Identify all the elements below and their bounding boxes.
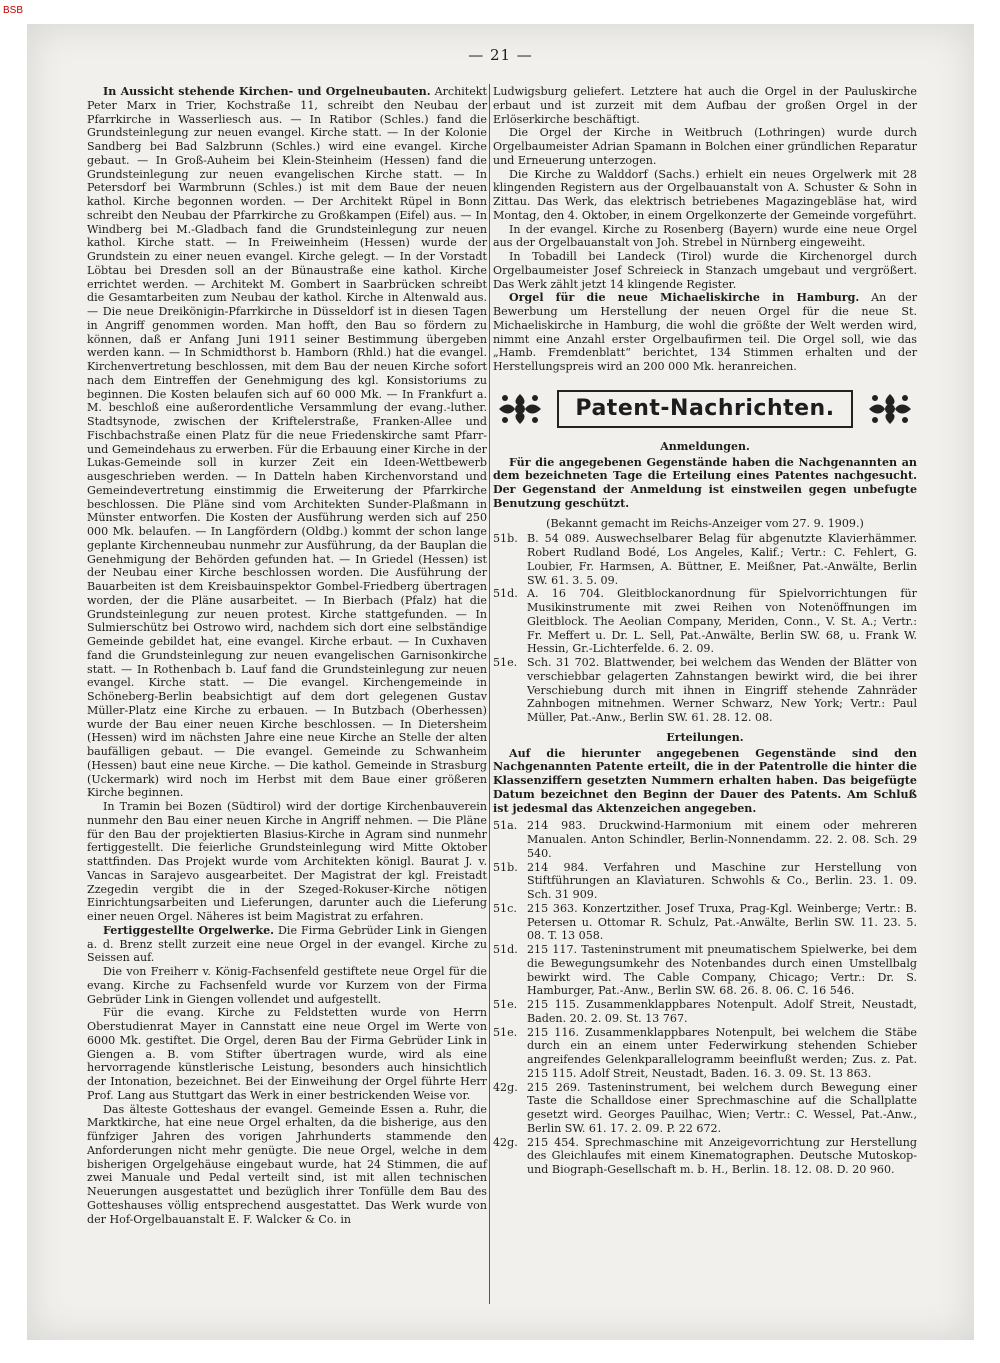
patent-text: 214 984. Verfahren und Maschine zur Herstellung von Stiftführungen an Klavìaturen. Schwohls & Co., Berlin. 23. 1. 09. Sch. 31 909.	[527, 860, 917, 901]
completed-organs-paragraph	[87, 924, 487, 965]
patent-class: 51c.	[493, 901, 517, 915]
paragraph: Das älteste Gotteshaus der evangel. Gemeinde Essen a. Ruhr, die Marktkirche, hat eine neue Orgel erhalten, da die bisherige, aus den fünfziger Jahren des vorigen Jahrhunderts stammende den Anforderungen nicht mehr genügte. Die neue Orgel, welche in dem bisherigen Orgelgehäuse eingebaut wurde, hat 24 Stimmen, die auf zwei Manuale und Pedal verteilt sind, ist mit allen technischen Neuerungen ausgestattet und bezüglich ihrer Tonfülle dem Bau des Gotteshauses völlig entsprechend ausgestattet. Das Werk wurde von der Hof-Orgelbauanstalt E. F. Walcker & Co. in	[87, 1102, 487, 1226]
patent-class: 51e.	[493, 998, 518, 1011]
column-divider	[489, 84, 490, 1304]
patent-text: 215 269. Tasteninstrument, bei welchem durch Bewegung einer Taste die Schalldose einer Sprechmaschine auf die Schallplatte gesetzt wird. Georges Pauilhac, Wien; Vertr.: C. Wessel, Pat.-Anw., Berlin SW. 61. 17. 2. 09. P. 22 672.	[527, 1080, 917, 1135]
patent-class: 51a.	[493, 819, 518, 833]
paragraph-text: An der Bewerbung um Herstellung der neuen Orgel für die neue St. Michaeliskirche in Hamburg, die wohl die größte der Welt werden wird, nimmt eine Anzahl erster Orgelbaufirmen teil. Die Orgel soll, wie das „Hamb. Fremdenblatt“ berichtet, 134 Stimmen erhalten und der Herstellungspreis wird an 200 000 Mk. heranreichen.	[493, 291, 918, 373]
patent-text: 215 115. Zusammenklappbares Notenpult. Adolf Streit, Neustadt, Baden. 20. 2. 09. St. 13 767.	[527, 998, 917, 1025]
applications-list	[493, 532, 917, 725]
paragraph: Die von Freiherr v. König-Fachsenfeld gestiftete neue Orgel für die evang. Kirche zu Fachsenfeld wurde vor Kurzem von der Firma Gebrüder Link in Giengen vollendet und aufgestellt.	[87, 965, 487, 1006]
paragraph-text: Architekt Peter Marx in Trier, Kochstraße 11, schreibt den Neubau der Pfarrkirche in Wasserliesch aus. — In Ratibor (Schles.) fand die Grundsteinlegung zur neuen evangel. Kirche statt. — In der Kolonie Sandberg bei Bad Salzbrunn (Schles.) wird eine evangel. Kirche gebaut. — In Groß-Auheim bei Klein-Steinheim (Hessen) fand die Grundsteinlegung zur neuen evangelischen Kirche statt. — In Petersdorf bei Warmbrunn (Schles.) ist mit dem Baue der neuen kathol. Kirche begonnen worden. — Der Architekt Rüpel in Bonn schreibt den Neubau der Pfarrkirche zu Großkampen (Eifel) aus. — In Windberg bei M.-Gladbach fand die Grundsteinlegung zur neuen kathol. Kirche statt. — In Freiweinheim (Hessen) wurde der Grundstein zu einer neuen evangel. Kirche gelegt. — In der Vorstadt Löbtau bei Dresden soll an der Bünaustraße eine kathol. Kirche errichtet werden. — Architekt M. Gombert in Saarbrücken schreibt die Gesamtarbeiten zum Neubau der kathol. Kirche in Altenwald aus. — Die neue Dreikönigin-Pfarrkirche in Düsseldorf ist in diesen Tagen in Angriff genommen worden. Man hofft, den Bau so fördern zu können, daß er Anfang Juni 1911 seiner Bestimmung übergeben werden kann. — In Schmidthorst b. Hamborn (Rhld.) hat die evangel. Kirchenvertretung beschlossen, mit dem Bau der neuen Kirche sofort nach dem Eintreffen der Genehmigung des kgl. Konsistoriums zu beginnen. Die Kosten belaufen sich auf 60 000 Mk. — In Frankfurt a. M. beschloß eine außerordentliche Versammlung der evang.-luther. Stadtsynode, zwischen der Kriftelerstraße, Franken-Allee und Fischbachstraße einen Platz für die neue Friedenskirche samt Pfarr- und Gemeindehaus zu erwerben. Für die Erbauung einer Kirche in der Lukas-Gemeinde soll in kurzer Zeit ein Ideen-Wettbewerb ausgeschrieben werden. — In Datteln haben Kirchenvorstand und Gemeindevertretung einstimmig die Erweiterung der Pfarrkirche beschlossen. Die Pläne sind vom Architekten Sunder-Plaßmann in Münster entworfen. Die Kosten der Ausführung werden sich auf 250 000 Mk. belaufen. — In Langfördern (Oldbg.) kommt der schon lange geplante Kirchenneubau nunmehr zur Ausführung, da der Bauplan die Genehmigung der Behörden gefunden hat. — In Griedel (Hessen) ist der Neubau einer Kirche beschlossen worden. Die Ausführung der Bauarbeiten ist dem Kreisbauinspektor Gombel-Friedberg übertragen worden, der die Pläne ausarbeitet. — In Bierbach (Pfalz) hat die Grundsteinlegung zur neuen protest. Kirche stattgefunden. — In Sulmierschütz bei Ostrowo wird, nachdem sich dort eine selbständige Gemeinde gebildet hat, eine evangel. Kirche erbaut. — In Cuxhaven fand die Grundsteinlegung zur neuen evangelischen Garnisonkirche statt. — In Rothenbach b. Lauf fand die Grundsteinlegung zur neuen evangel. Kirche statt. — Die evangel. Kirchengemeinde in Schöneberg-Berlin beabsichtigt auf dem dort gelegenen Gustav Müller-Platz eine Kirche zu erbauen. — In Butzbach (Oberhessen) wurde der Bau einer neuen Kirche beschlossen. — In Dietersheim (Hessen) wird im nächsten Jahre eine neue Kirche an Stelle der alten baufälligen gebaut. — Die evangel. Gemeinde zu Schwanheim (Hessen) baut eine neue Kirche. — Die kathol. Gemeinde in Strasburg (Uckermark) wird noch im Herbst mit dem Baue einer größeren Kirche beginnen.	[87, 85, 487, 800]
paragraph: In Tramin bei Bozen (Südtirol) wird der dortige Kirchenbauverein nunmehr den Bau einer neuen Kirche in Angriff nehmen. — Die Pläne für den Bau der projektierten Blasius-Kirche in Agram sind nunmehr fertiggestellt. Die feierliche Grundsteinlegung wird Mitte Oktober stattfinden. Das Projekt wurde vom Architekten königl. Baurat J. v. Vancas in Sarajevo ausgearbeitet. Der Magistrat der kgl. Freistadt Zzegedin vergibt die in der Szeged-Rokuser-Kirche nötigen Einrichtungsarbeiten und Lieferungen, darunter auch die Lieferung einer neuen Orgel. Näheres ist beim Magistrat zu erfahren.	[87, 800, 487, 923]
paragraph: In der evangel. Kirche zu Rosenberg (Bayern) wurde eine neue Orgel aus der Orgelbauanstalt von Joh. Strebel in Nürnberg eingeweiht.	[493, 222, 917, 250]
patent-class: 42g.	[493, 1080, 518, 1094]
right-column	[493, 85, 917, 1177]
patent-entry	[493, 819, 917, 860]
paragraph-text: Die Firma Gebrüder Link in Giengen a. d. Brenz stellt zurzeit eine neue Orgel in der evangel. Kirche zu Seissen auf.	[87, 923, 487, 965]
floral-ornament-icon	[863, 390, 917, 428]
section-heading-church-plans: In Aussicht stehende Kirchen- und Orgelneubauten.	[103, 85, 431, 98]
patent-text: B. 54 089. Auswechselbarer Belag für abgenutzte Klavierhämmer. Robert Rudland Bodé, Los Angeles, Kalif.; Vertr.: C. Fehlert, G. Loubier, Fr. Harmsen, A. Büttner, E. Meißner, Pat.-Anwälte, Berlin SW. 61. 3. 5. 09.	[527, 532, 917, 587]
patent-text: Sch. 31 702. Blattwender, bei welchem das Wenden der Blätter von verschiebbar gelagerten Zahnstangen bewirkt wird, die bei ihrer Verschiebung durch mit ihnen in Eingriff stehende Zahnräder Zahnbogen mitnehmen. Werner Schwarz, New York; Vertr.: Paul Müller, Pat.-Anw., Berlin SW. 61. 28. 12. 08.	[527, 656, 917, 724]
patent-entry	[493, 861, 917, 902]
patent-entry	[493, 998, 917, 1026]
grants-intro: Auf die hierunter angegebenen Gegenstände sind den Nachgenannten Patente erteilt, die in der Patentrolle die hinter die Klassenziffern gesetzten Nummern erhalten haben. Das beigefügte Datum bezeichnet den Beginn der Dauer des Patents. Am Schluß ist jedesmal das Aktenzeichen angegeben.	[493, 746, 917, 815]
patent-text: 214 983. Druckwind-Harmonium mit einem oder mehreren Manualen. Anton Schindler, Berlin-Nonnendamm. 22. 2. 08. Sch. 29 540.	[527, 819, 917, 860]
patent-class: 51e.	[493, 1025, 518, 1039]
patent-entry	[493, 1081, 917, 1136]
paragraph: Ludwigsburg geliefert. Letztere hat auch die Orgel in der Pauluskirche erbaut und ist zurzeit mit dem Aufbau der großen Orgel in der Erlöserkirche beschäftigt.	[493, 85, 917, 126]
patent-text: A. 16 704. Gleitblockanordnung für Spielvorrichtungen für Musikinstrumente mit zwei Reihen von Notenöffnungen im Gleitblock. The Aeolian Company, Meriden, Conn., V. St. A.; Vertr.: Fr. Meffert u. Dr. L. Sell, Pat.-Anwälte, Berlin SW. 68, u. Frank W. Hessin, Gr.-Lichterfelde. 6. 2. 09.	[527, 587, 917, 656]
patent-text: 215 117. Tasteninstrument mit pneumatischem Spielwerke, bei dem die Bewegungsumkehr des Notenbandes durch einen Umstellbalg bewirkt wird. The Cable Company, Chicago; Vertr.: Dr. S. Hamburger, Pat.-Anw., Berlin SW. 68. 26. 8. 06. C. 16 546.	[527, 943, 917, 998]
page-number: — 21 —	[468, 46, 533, 64]
applications-intro: Für die angegebenen Gegenstände haben die Nachgenannten an dem bezeichneten Tage die Erteilung eines Patentes nachgesucht. Der Gegenstand der Anmeldung ist einstweilen gegen unbefugte Benutzung geschützt.	[493, 455, 917, 510]
paragraph: Die Orgel der Kirche in Weitbruch (Lothringen) wurde durch Orgelbaumeister Adrian Spamann in Bolchen einer gründlichen Reparatur und Erneuerung unterzogen.	[493, 126, 917, 167]
patent-news-banner	[493, 390, 917, 428]
grants-list	[493, 819, 917, 1177]
patent-entry	[493, 1026, 917, 1081]
left-column	[87, 85, 487, 1226]
patent-text: 215 116. Zusammenklappbares Notenpult, bei welchem die Stäbe durch ein an einem unter Federwirkung stehenden Schieber angreifendes Gelenkparallelogramm beeinflußt werden; Zus. z. Pat. 215 115. Adolf Streit, Neustadt, Baden. 16. 3. 09. St. 13 863.	[527, 1025, 917, 1080]
patent-entry	[493, 943, 917, 998]
patent-entry	[493, 656, 917, 725]
library-watermark: BSB	[3, 5, 24, 16]
section-heading-michaeliskirche: Orgel für die neue Michaeliskirche in Hamburg.	[509, 291, 860, 305]
patent-text: 215 454. Sprechmaschine mit Anzeigevorrichtung zur Herstellung des Gleichlaufes mit einem Kinematographen. Deutsche Mutoskop- und Biograph-Gesellschaft m. b. H., Berlin. 18. 12. 08. D. 20 960.	[527, 1135, 917, 1176]
patent-entry	[493, 587, 917, 656]
patent-class: 51e.	[493, 656, 518, 669]
applications-heading: Anmeldungen.	[660, 439, 750, 453]
publication-notice: (Bekannt gemacht im Reichs-Anzeiger vom 27. 9. 1909.)	[546, 516, 864, 530]
patent-class: 51d.	[493, 587, 518, 601]
patent-text: 215 363. Konzertzither. Josef Truxa, Prag-Kgl. Weinberge; Vertr.: B. Petersen u. Ottomar R. Schulz, Pat.-Anwälte, Berlin SW. 11. 23. 5. 08. T. 13 058.	[527, 901, 917, 943]
paragraph: Für die evang. Kirche zu Feldstetten wurde von Herrn Oberstudienrat Mayer in Cannstatt eine neue Orgel im Werte von 6000 Mk. gestiftet. Die Orgel, deren Bau der Firma Gebrüder Link in Giengen a. B. vom Stifter übertragen wurde, wird als eine hervorragende künstlerische Leistung, besonders auch hinsichtlich der Intonation, bezeichnet. Bei der Einweihung der Orgel führte Herr Prof. Lang aus Stuttgart das Werk in einer bestrickenden Weise vor.	[87, 1006, 487, 1102]
grants-heading: Erteilungen.	[666, 730, 744, 744]
paragraph: Die Kirche zu Walddorf (Sachs.) erhielt ein neues Orgelwerk mit 28 klingenden Registern aus der Orgelbauanstalt von A. Schuster & Sohn in Zittau. Das Werk, das elektrisch betriebenes Magazingebläse hat, wird Montag, den 4. Oktober, in einem Orgelkonzerte der Gemeinde vorgeführt.	[493, 167, 917, 222]
patent-class: 42g.	[493, 1135, 518, 1149]
michaelis-paragraph	[493, 291, 917, 374]
patent-class: 51b.	[493, 860, 518, 874]
patent-entry	[493, 902, 917, 943]
patent-class: 51b.	[493, 532, 518, 546]
paragraph: In Tobadill bei Landeck (Tirol) wurde die Kirchenorgel durch Orgelbaumeister Josef Schreieck in Stanzach umgebaut und vergrößert. Das Werk zählt jetzt 14 klingende Register.	[493, 250, 917, 291]
patent-class: 51d.	[493, 943, 518, 956]
patent-entry	[493, 532, 917, 587]
section-heading-completed-organs: Fertiggestellte Orgelwerke.	[103, 923, 275, 937]
newspaper-page	[27, 24, 974, 1340]
patent-news-title: Patent-Nachrichten.	[557, 390, 852, 428]
patent-entry	[493, 1136, 917, 1177]
floral-ornament-icon	[493, 390, 547, 428]
church-announcements-paragraph	[87, 85, 487, 800]
